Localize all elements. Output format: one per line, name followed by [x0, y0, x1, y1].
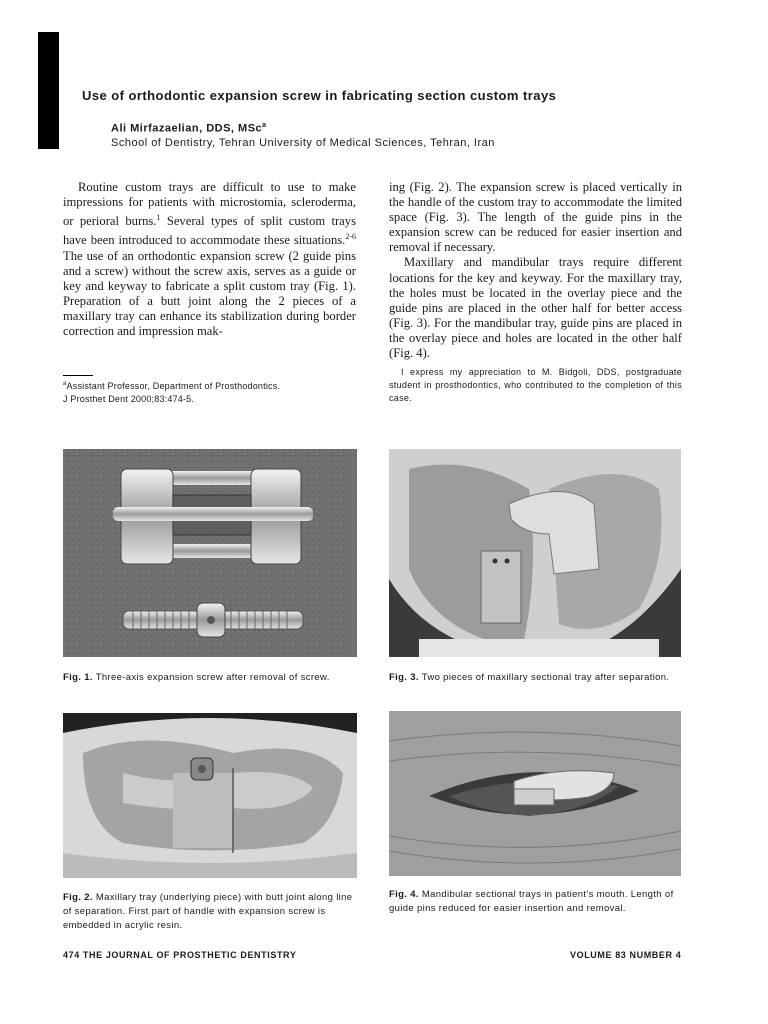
body-paragraph: [63, 180, 356, 339]
body-column-right: [389, 180, 682, 361]
acknowledgment: I express my appreciation to M. Bidgoli, DDS, postgraduate student in prosthodontics, who contributed to the completion of this case.: [389, 367, 682, 403]
figure-3-caption: [389, 671, 689, 685]
body-paragraph: Maxillary and mandibular trays require different locations for the key and keyway. For the maxillary tray, the holes must be located in the overlay piece and the guide pins are placed in the other half for better access (Fig. 3). For the mandibular tray, guide pins are placed in the overlay piece and holes are located in the other half (Fig. 4).: [389, 255, 682, 361]
reference-mark: 1: [156, 213, 161, 223]
figure-3-photo: [389, 449, 681, 657]
body-text: Several types of split custom trays have been introduced to accommodate these situations.: [63, 214, 356, 248]
figure-label: Fig. 3.: [389, 672, 419, 683]
footnote-rule: [63, 375, 93, 376]
footnote-text: Assistant Professor, Department of Prosthodontics.: [66, 381, 281, 391]
caption-text: Two pieces of maxillary sectional tray after separation.: [418, 672, 670, 683]
figure-label: Fig. 2.: [63, 892, 93, 903]
footer-page-journal: 474 THE JOURNAL OF PROSTHETIC DENTISTRY: [63, 950, 297, 960]
footnote-mark: a: [63, 381, 67, 387]
figure-1-caption: [63, 671, 363, 685]
figure-4-caption: [389, 888, 685, 916]
caption-text: Maxillary tray (underlying piece) with butt joint along line of separation. First part of handle with expansion screw is embedded in acrylic resin.: [63, 892, 353, 931]
reference-mark: 2-6: [345, 232, 356, 242]
figure-2-caption: [63, 891, 359, 933]
footnote: [63, 378, 280, 406]
body-text: Routine custom trays are difficult to use to make impressions for patients with microstomia, scleroderma, or perioral burns.: [63, 180, 356, 229]
figure-label: Fig. 4.: [389, 889, 419, 900]
figure-2-photo: [63, 713, 357, 878]
body-text: The use of an orthodontic expansion screw (2 guide pins and a screw) without the screw axis, serves as a guide or key and keyway to fabricate a split custom tray (Fig. 1). Preparation of a butt joint along the 2 pieces of a maxillary tray can enhance its stabilization during border correction and impression mak-: [63, 248, 356, 339]
article-title: Use of orthodontic expansion screw in fabricating section custom trays: [82, 88, 557, 103]
author-footnote-mark: a: [262, 122, 267, 129]
footnote-line: [63, 378, 280, 393]
caption-text: Three-axis expansion screw after removal of screw.: [92, 672, 330, 683]
side-marker-bar: [38, 32, 59, 149]
journal-citation: J Prosthet Dent 2000;83:474-5.: [63, 394, 195, 404]
footer-volume: VOLUME 83 NUMBER 4: [570, 950, 682, 960]
figure-label: Fig. 1.: [63, 672, 93, 683]
body-column-left: [63, 180, 356, 339]
author-name: [111, 122, 267, 135]
author-affiliation: School of Dentistry, Tehran University of Medical Sciences, Tehran, Iran: [111, 137, 495, 149]
body-paragraph: ing (Fig. 2). The expansion screw is placed vertically in the handle of the custom tray to accommodate the limited space (Fig. 3). The length of the guide pins in the expansion screw can be reduced for easier insertion and removal if necessary.: [389, 180, 682, 255]
figure-4-photo: [389, 711, 681, 876]
caption-text: Mandibular sectional trays in patient's mouth. Length of guide pins reduced for easier insertion and removal.: [389, 889, 674, 914]
author-name-text: Ali Mirfazaelian, DDS, MSc: [111, 122, 263, 135]
figure-1-photo: [63, 449, 357, 657]
